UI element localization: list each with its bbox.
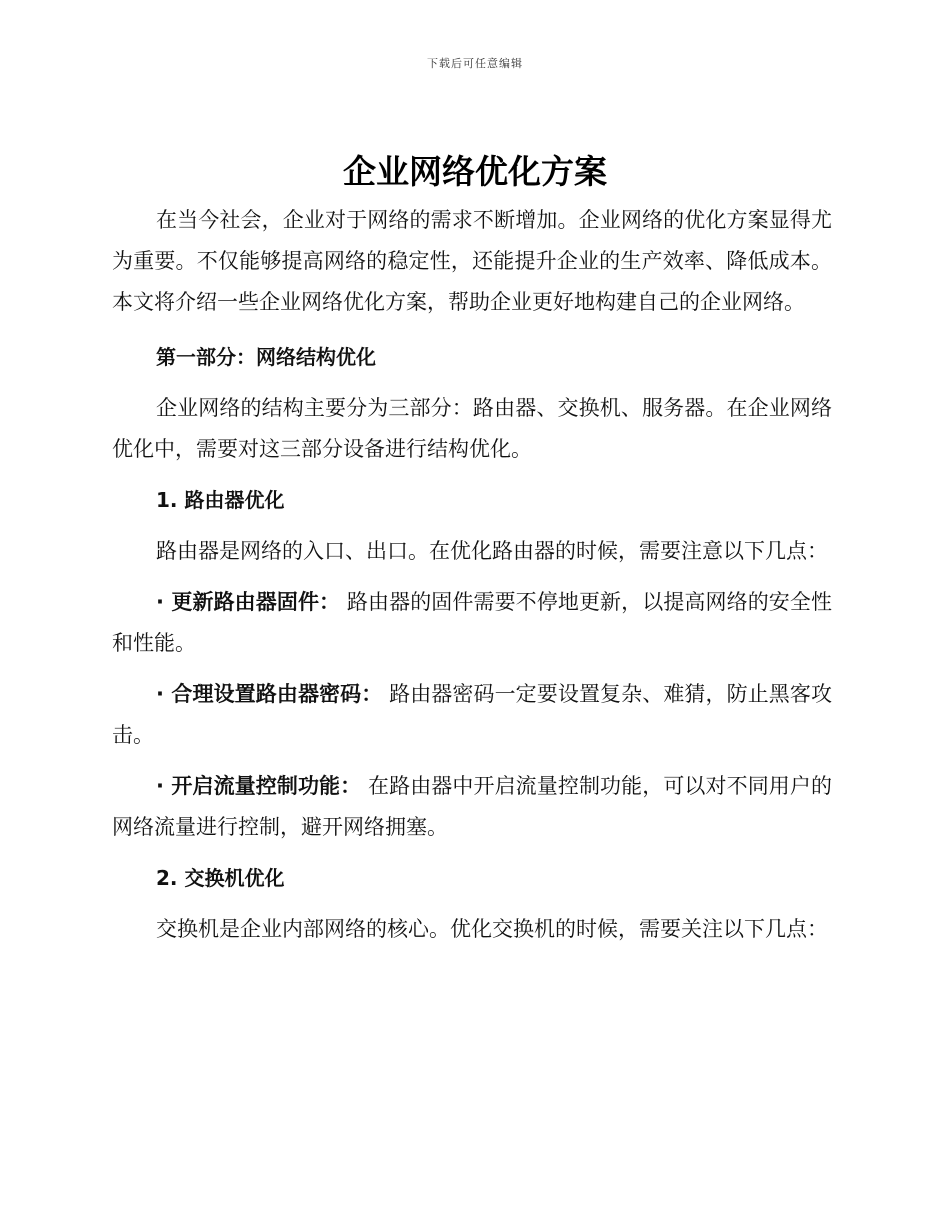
switch-paragraph: 交换机是企业内部网络的核心。优化交换机的时候，需要关注以下几点： — [156, 917, 828, 941]
bullet-text: 路由器密码一定要设置复杂、难猜，防止黑客攻击。 — [112, 682, 832, 747]
document-title: 企业网络优化方案 — [343, 152, 607, 191]
subsection-heading-switch: 2. 交换机优化 — [156, 866, 285, 890]
bullet-text: 在路由器中开启流量控制功能，可以对不同用户的网络流量进行控制，避开网络拥塞。 — [112, 774, 832, 839]
header-note: 下载后可任意编辑 — [427, 57, 523, 70]
document-body — [112, 200, 832, 960]
router-bullet-password — [112, 674, 832, 756]
bullet-label: · 更新路由器固件： — [156, 590, 341, 614]
bullet-label: · 合理设置路由器密码： — [156, 682, 383, 706]
bullet-label: · 开启流量控制功能： — [156, 774, 362, 798]
subsection-heading-router: 1. 路由器优化 — [156, 488, 285, 512]
router-paragraph: 路由器是网络的入口、出口。在优化路由器的时候，需要注意以下几点： — [156, 539, 828, 563]
router-bullet-firmware — [112, 582, 832, 664]
intro-paragraph: 在当今社会，企业对于网络的需求不断增加。企业网络的优化方案显得尤为重要。不仅能够提高网络的稳定性，还能提升企业的生产效率、降低成本。本文将介绍一些企业网络优化方案，帮助企业更好地构建自己的企业网络。 — [112, 208, 832, 314]
bullet-text: 路由器的固件需要不停地更新，以提高网络的安全性和性能。 — [112, 590, 832, 655]
section-heading-network-structure: 第一部分：网络结构优化 — [156, 345, 376, 369]
router-bullet-traffic-control — [112, 766, 832, 848]
section-paragraph-network-structure: 企业网络的结构主要分为三部分：路由器、交换机、服务器。在企业网络优化中，需要对这三部分设备进行结构优化。 — [112, 396, 832, 461]
